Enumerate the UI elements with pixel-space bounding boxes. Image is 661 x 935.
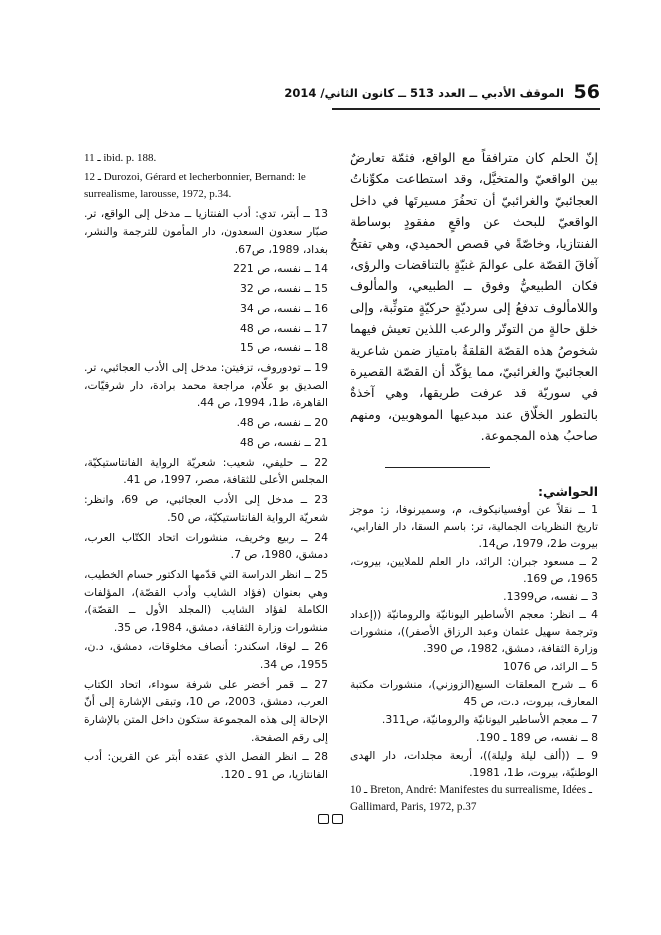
header-rule: [332, 108, 600, 110]
footnote: 15 ــ نفسه، ص 32: [240, 282, 328, 296]
footnote: 6 ــ شرح المعلقات السبع(الزوزني)، منشورات مكتبة المعارف، بيروت، د.ت، ص 45: [350, 677, 598, 708]
footnote: 27 ــ قمر أخضر على شرفة سوداء، اتحاد الكتاب العرب، دمشق، 2003، ص 10، وتبقى الإشارة إلى أنّ الإحالة إلى هذه المجموعة ستكون داخل المتن بالإشارة إلى رقم الصفحة.: [84, 677, 328, 744]
page-number: 56: [573, 81, 600, 103]
footnote: 18 ــ نفسه، ص 15: [240, 341, 328, 355]
notes-heading: الحواشي:: [537, 483, 598, 499]
footnote: 4 ــ انظر: معجم الأساطير اليونانيّة والرومانيّة ((إعداد وترجمة سهيل عثمان وعبد الرزاق الأصفر))، منشورات وزارة الثقافة، دمشق، 1982، ص 390.: [350, 607, 598, 655]
ornament-box-icon: [332, 814, 343, 824]
footnote: 11 ـ ibid. p. 188.: [84, 152, 157, 164]
left-column: [84, 150, 328, 786]
footnote: 9 ــ ((ألف ليلة وليلة))، أربعة مجلدات، دار الهدى الوطنيّة، بيروت، ط1، 1981.: [350, 748, 598, 779]
footnote: 12 ـ Durozoi, Gérard et lecherbonnier, Bernand: le surrealisme, larousse, 1972, p.34.: [84, 171, 306, 201]
journal-issue-title: الموقف الأدبي ــ العدد 513 ــ كانون الثاني/ 2014: [284, 86, 564, 100]
footnote: 16 ــ نفسه، ص 34: [240, 301, 328, 315]
footnote: 10 ـ Breton, André: Manifestes du surrealisme, Idées ـ Gallimard, Paris, 1972, p.37: [350, 783, 593, 813]
footnote: 7 ــ معجم الأساطير اليونانيّة والرومانيّة، ص311.: [381, 712, 598, 726]
footnote: 20 ــ نفسه، ص 48.: [236, 416, 328, 430]
footnote: 2 ــ مسعود جبران: الرائد، دار العلم للملايين، بيروت، 1965، ص 169.: [350, 554, 598, 585]
footnote: 17 ــ نفسه، ص 48: [240, 321, 328, 335]
footnote: 22 ــ حليفي، شعيب: شعريّة الرواية الفانتاستيكيّة، المجلس الأعلى للثقافة، مصر، 1997، ص 41.: [84, 455, 328, 487]
footer-ornament-icon: [318, 814, 343, 824]
footnote: 23 ــ مدخل إلى الأدب العجائبي، ص 69، وانظر: شعريّة الرواية الفانتاستيكيّة، ص 50.: [84, 493, 328, 524]
ornament-box-icon: [318, 814, 329, 824]
footnote: 25 ــ انظر الدراسة التي قدّمها الدكتور حسام الخطيب، وهي بعنوان (فؤاد الشايب وأدب القصّة)، المؤلفات الكاملة لفؤاد الشايب (المجلد الأول ــ القصّة)، منشورات وزارة الثقافة، دمشق، 1984، ص 35.: [84, 567, 328, 634]
footnote: 14 ــ نفسه، ص 221: [233, 262, 328, 276]
running-header: [284, 81, 600, 106]
footnote: 24 ــ ربيع وخريف، منشورات اتحاد الكتّاب العرب، دمشق، 1980، ص 7.: [84, 530, 328, 562]
right-column: [350, 147, 598, 817]
body-paragraph: إنّ الحلم كان مترافقاً مع الواقع، فثمّة تعارضٌ بين الواقعيّ والمتخيَّل، وقد استطاعت مكوِّناتُ العجائبيّ والغرائبيّ أن تحفُرَ مسيرتَها في داخل الواقعيّ للبحث عن واقعٍ مفقودٍ بوساطة الفنتازيا، وخاصّةً في قصص الحميدي، وهي تفتحُ آفاقَ القصّة على عوالمَ غنيّةٍ بالتناقضات والرؤى، فكان الطبيعيُّ وفوق ــ الطبيعي، والمألوف واللامألوف تدفعُ إلى سرديّةٍ حركيّةٍ متوثِّبة، وإلى خلق حالةٍ من التوتّر والرعب اللذين تعيش فيهما شخوصُ هذه القصّة القلقةُ بامتياز ضمن شاعرية العجائبيّ والغرائبيّ، مما يؤكّد أن القصّة القصيرة في سوريّة قد عرفت طريقها، وهي آخذةٌ بالتطور الخلّاق عند مبدعيها الموهوبين، ومنهم صاحبُ هذه المجموعة.: [350, 150, 598, 444]
footnote: 1 ــ نقلاً عن أوفسيانيكوف، م، وسميرنوفا، ز: موجز تاريخ النظريات الجمالية، تر: باسم السقا، دار الفارابي، بيروت ط2، 1979، ص14.: [350, 502, 598, 550]
footnote: 5 ــ الرائد، ص 1076: [503, 659, 598, 673]
footnote: 26 ــ لوقا، اسكندر: أنصاف مخلوقات، دمشق، د.ن، 1955، ص 34.: [84, 640, 328, 672]
footnote: 28 ــ انظر الفصل الذي عقده أبتر عن القرين: أدب الفانتازيا، ص 91 ـ 120.: [84, 750, 328, 781]
footnote-separator: [385, 467, 490, 468]
footnote: 3 ــ نفسه، ص1399.: [503, 589, 598, 603]
footnote: 8 ــ نفسه، ص 189 ـ 190.: [475, 730, 598, 744]
footnote: 19 ــ تودوروف، تزفيتن: مدخل إلى الأدب العجائبي، تر. الصديق بو علّام، مراجعة محمد برادة، دار شرقيّات، القاهرة، ط1، 1994، ص 44.: [84, 361, 328, 410]
footnote: 21 ــ نفسه، ص 48: [240, 436, 328, 449]
footnote: 13 ــ أبتر، تدي: أدب الفنتازيا ــ مدخل إلى الواقع، تر. صبّار سعدون السعدون، دار المأمون للترجمة والنشر، بغداد، 1989، ص67.: [84, 207, 328, 256]
